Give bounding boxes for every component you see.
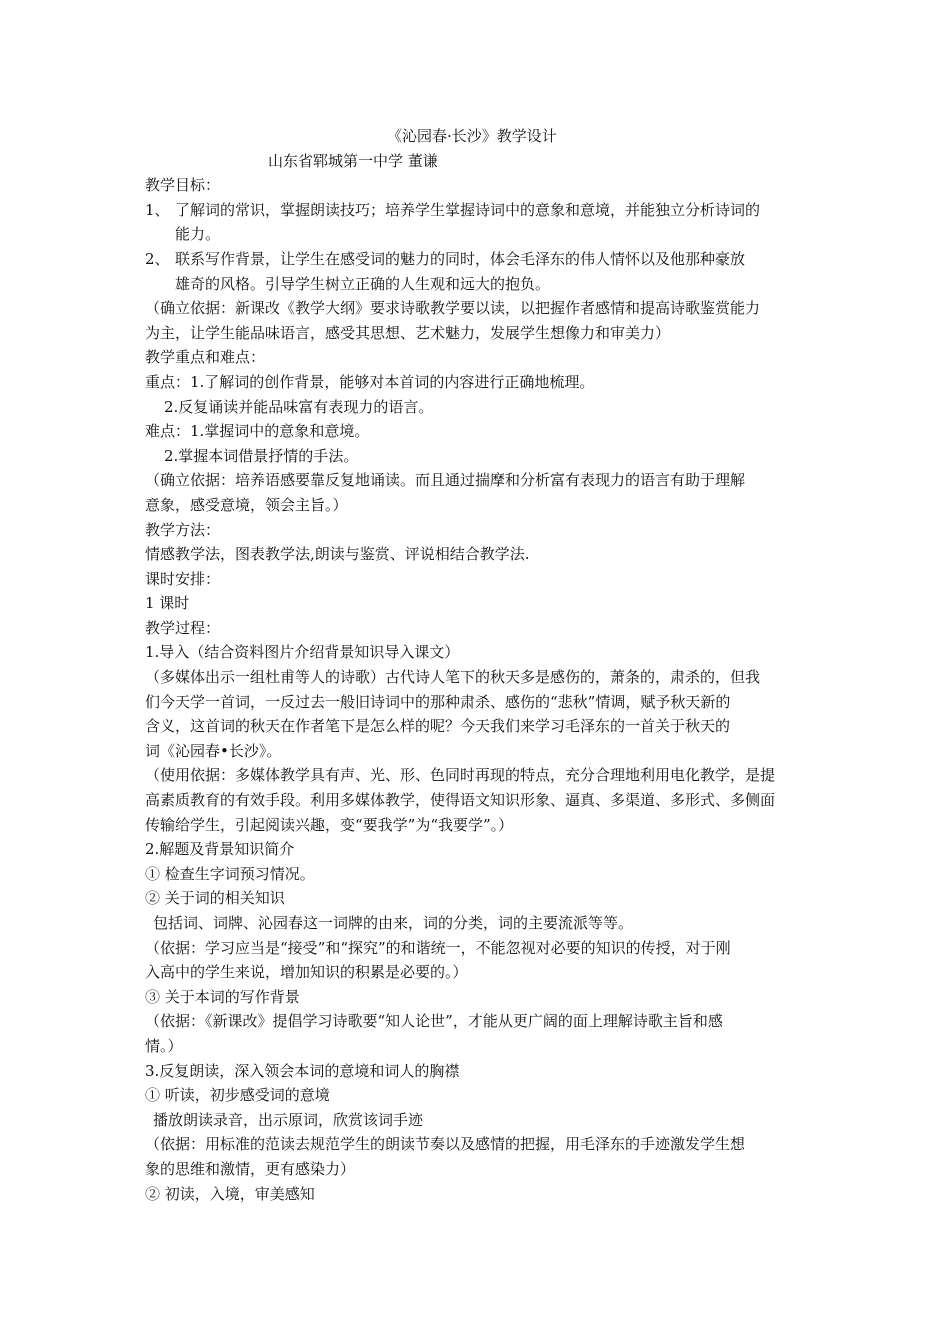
difficulty-1: 难点：1.掌握词中的意象和意境。 — [145, 422, 370, 441]
method-text: 情感教学法，图表教学法,朗读与鉴赏、评说相结合教学法. — [145, 545, 530, 564]
step2-heading: 2.解题及背景知识简介 — [145, 840, 295, 859]
objective-text: 了解词的常识，掌握朗读技巧；培养学生掌握诗词中的意象和意境，并能独立分析诗词的 — [175, 200, 761, 219]
keypoints-heading: 教学重点和难点： — [145, 348, 266, 367]
paragraph-line: 含义，这首词的秋天在作者笔下是怎么样的呢？今天我们来学习毛泽东的一首关于秋天的 — [145, 717, 731, 736]
paragraph-line: 传输给学生，引起阅读兴趣，变“要我学”为“我要学”。） — [145, 815, 514, 834]
paragraph-line: 入高中的学生来说，增加知识的积累是必要的。） — [145, 963, 468, 982]
step2-basis — [145, 936, 810, 985]
basis-paragraph — [145, 296, 810, 345]
step3-basis — [145, 1132, 810, 1181]
step3-item-a-text: 播放朗读录音，出示原词，欣赏该词手迹 — [153, 1110, 424, 1129]
objective-text-cont: 能力。 — [175, 225, 221, 244]
document-page — [145, 124, 810, 1206]
paragraph-line: 为主，让学生能品味语言，感受其思想、艺术魅力，发展学生想像力和审美力） — [145, 323, 671, 342]
paragraph-line: 高素质教育的有效手段。利用多媒体教学，使得语文知识形象、逼真、多渠道、多形式、多侧面 — [145, 791, 776, 810]
paragraph-line: 象的思维和激情，更有感染力） — [145, 1159, 356, 1178]
key-point-1: 重点：1.了解词的创作背景，能够对本首词的内容进行正确地梳理。 — [145, 372, 595, 391]
method-heading: 教学方法： — [145, 520, 221, 539]
doc-title: 《沁园春·长沙》教学设计 — [387, 127, 557, 145]
paragraph-line: （确立依据：新课改《教学大纲》要求诗歌教学要以读，以把握作者感情和提高诗歌鉴赏能力 — [145, 299, 761, 318]
doc-author: 山东省郓城第一中学 董谦 — [268, 151, 438, 170]
step3-item-a: ① 听读，初步感受词的意境 — [145, 1086, 330, 1105]
objective-number: 1、 — [145, 200, 170, 219]
paragraph-line: （多媒体出示一组杜甫等人的诗歌）古代诗人笔下的秋天多是感伤的，萧条的，肃杀的，但我 — [145, 668, 761, 687]
process-heading: 教学过程： — [145, 618, 221, 637]
step3-heading: 3.反复朗读，深入领会本词的意境和词人的胸襟 — [145, 1061, 460, 1080]
step2-item-b-text: 包括词、词牌、沁园春这一词牌的由来，词的分类，词的主要流派等等。 — [153, 914, 634, 932]
step1-paragraph — [145, 665, 810, 763]
step2-basis — [145, 1009, 810, 1058]
paragraph-line: （依据：用标准的范读去规范学生的朗读节奏以及感情的把握，用毛泽东的手迹激发学生想 — [145, 1135, 746, 1154]
paragraph-line: 意象，感受意境，领会主旨。） — [145, 495, 348, 514]
paragraph-line: （确立依据：培养语感要靠反复地诵读。而且通过揣摩和分析富有表现力的语言有助于理解 — [145, 471, 746, 490]
objective-item — [145, 198, 810, 247]
objective-text: 联系写作背景，让学生在感受词的魅力的同时，体会毛泽东的伟人情怀以及他那种豪放 — [175, 249, 746, 268]
schedule-text: 1 课时 — [145, 594, 190, 613]
schedule-heading: 课时安排： — [145, 569, 221, 588]
objective-item — [145, 247, 810, 296]
step2-item-a: ① 检查生字词预习情况。 — [145, 864, 315, 883]
paragraph-line: 情。） — [145, 1036, 183, 1055]
key-point-2: 2.反复诵读并能品味富有表现力的语言。 — [164, 397, 434, 416]
objectives-heading: 教学目标： — [145, 176, 221, 195]
paragraph-line: （依据：学习应当是“接受”和“探究”的和谐统一，不能忽视对必要的知识的传授，对于刚 — [145, 938, 731, 957]
paragraph-line: 们今天学一首词，一反过去一般旧诗词中的那种肃杀、感伤的“悲秋”情调，赋予秋天新的 — [145, 692, 731, 711]
step1-heading: 1.导入（结合资料图片介绍背景知识导入课文） — [145, 643, 460, 662]
objective-text-cont: 雄奇的风格。引导学生树立正确的人生观和远大的抱负。 — [175, 274, 551, 293]
step2-item-c: ③ 关于本词的写作背景 — [145, 987, 300, 1006]
paragraph-line: 词《沁园春•长沙》。 — [145, 741, 282, 760]
paragraph-line: （依据：《新课改》提倡学习诗歌要“知人论世”，才能从更广阔的面上理解诗歌主旨和感 — [145, 1012, 723, 1031]
step2-item-b: ② 关于词的相关知识 — [145, 889, 285, 908]
paragraph-line: （使用依据：多媒体教学具有声、光、形、色同时再现的特点，充分合理地利用电化教学，是提 — [145, 766, 776, 785]
basis-paragraph — [145, 468, 810, 517]
difficulty-2: 2.掌握本词借景抒情的手法。 — [164, 446, 359, 465]
objective-number: 2、 — [145, 249, 170, 268]
step1-basis — [145, 763, 810, 837]
step3-item-b: ② 初读，入境，审美感知 — [145, 1184, 315, 1203]
